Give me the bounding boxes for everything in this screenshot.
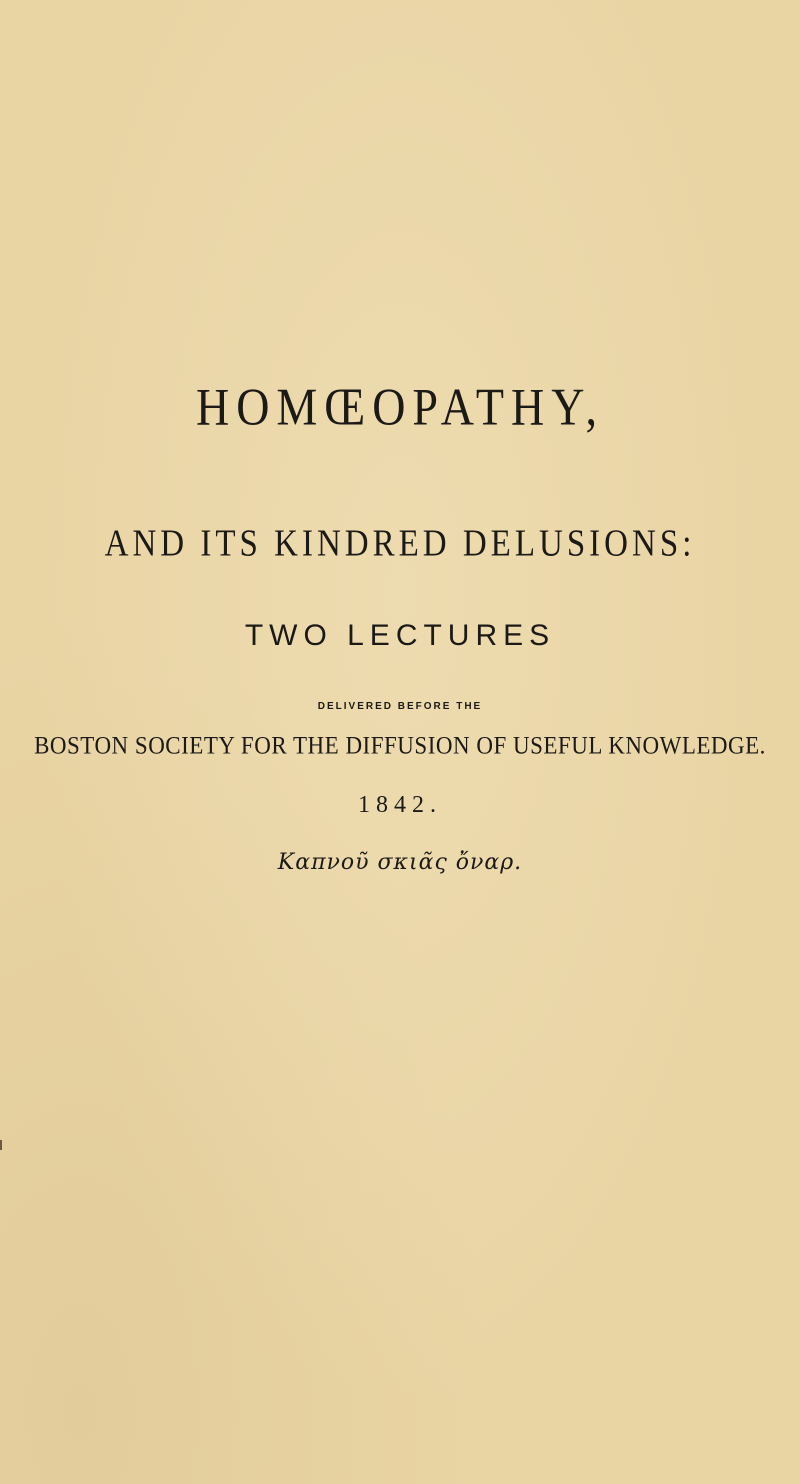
greek-motto: Καπνοῦ σκιᾶς ὄναρ.: [277, 850, 523, 875]
page-edge-mark: [0, 1140, 2, 1150]
book-subtitle: AND ITS KINDRED DELUSIONS:: [104, 523, 696, 565]
lectures-heading: TWO LECTURES: [244, 619, 556, 652]
book-title: HOMŒOPATHY,: [195, 377, 605, 436]
publication-year: 1842.: [358, 792, 442, 818]
delivered-before-line: DELIVERED BEFORE THE: [317, 701, 483, 712]
society-name: BOSTON SOCIETY FOR THE DIFFUSION OF USEFUL KNOWLEDGE.: [34, 731, 766, 760]
